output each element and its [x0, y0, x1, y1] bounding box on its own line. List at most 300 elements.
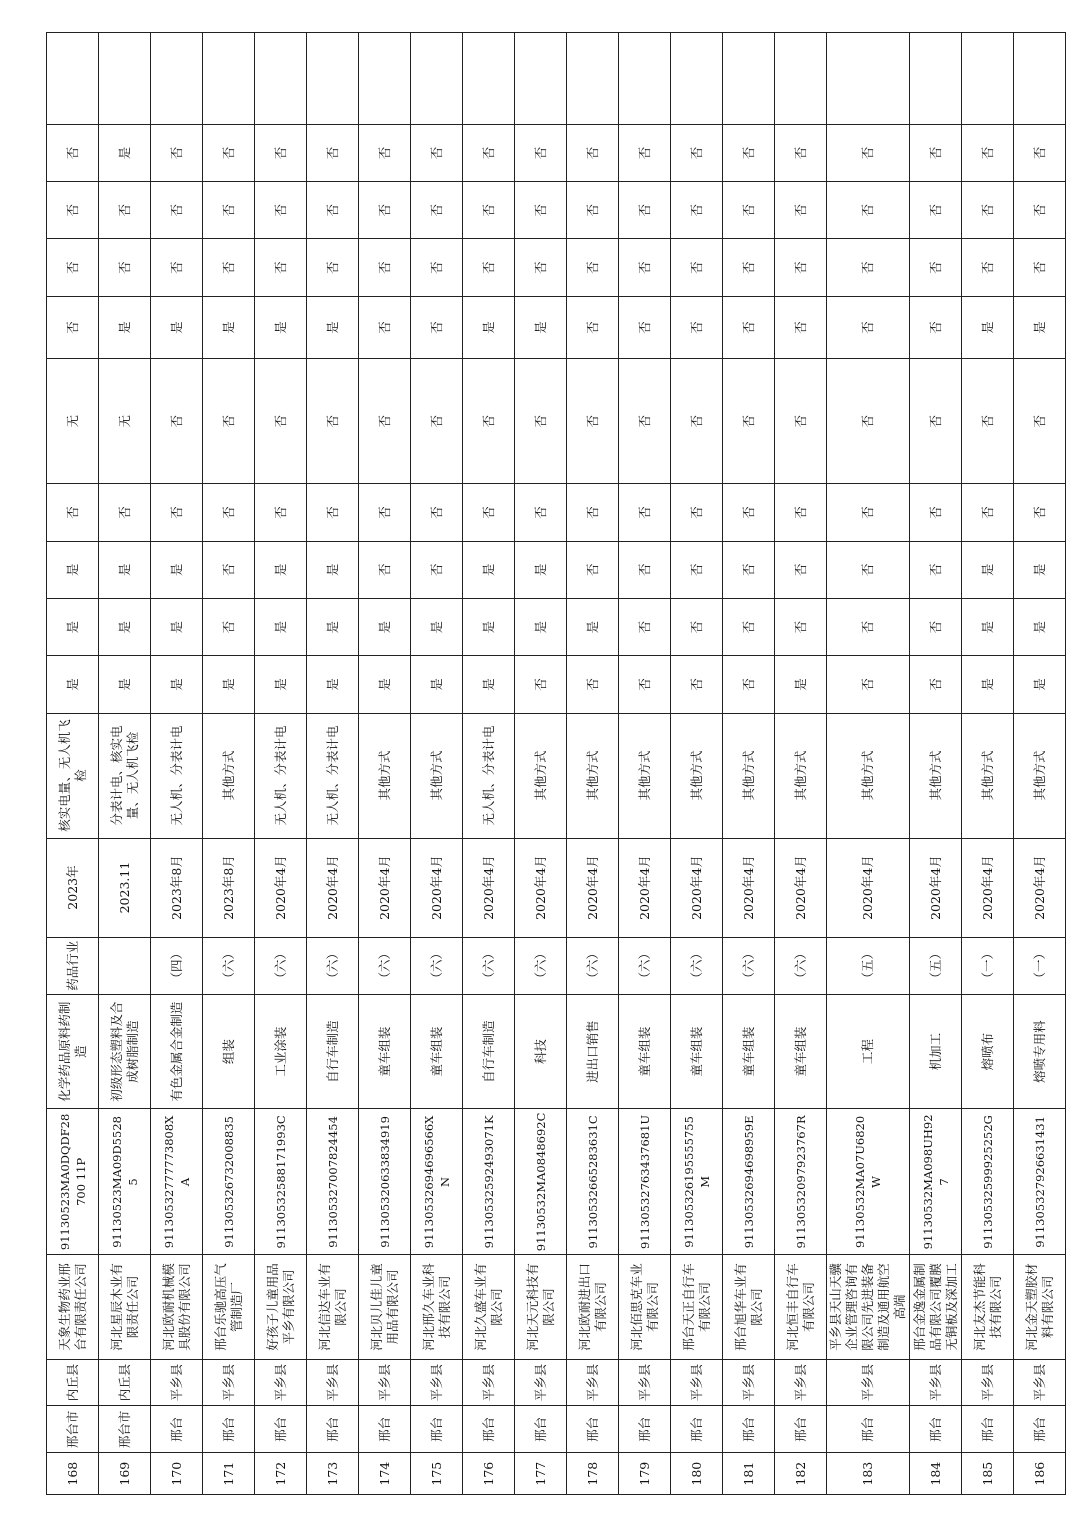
cell-no: 178 [567, 1453, 619, 1495]
cell-date: 2020年4月 [463, 838, 515, 937]
cell-c5: 否 [255, 359, 307, 484]
cell-city: 邢台 [151, 1406, 203, 1453]
cell-date: 2020年4月 [359, 838, 411, 937]
cell-date: 2020年4月 [515, 838, 567, 937]
cell-c3: 否 [567, 541, 619, 598]
cell-c5: 否 [515, 359, 567, 484]
table-row [723, 33, 775, 1495]
cell-c4: 否 [463, 484, 515, 541]
cell-industry: 童车组装 [411, 994, 463, 1109]
cell-c9: 否 [359, 124, 411, 181]
cell-c3: 是 [515, 541, 567, 598]
cell-method: 其他方式 [1014, 713, 1066, 838]
cell-county: 平乡县 [463, 1359, 515, 1406]
cell-c1: 是 [411, 656, 463, 713]
table-row [671, 33, 723, 1495]
cell-c3: 是 [255, 541, 307, 598]
cell-c9: 否 [775, 124, 827, 181]
cell-method: 其他方式 [910, 713, 962, 838]
table-rotation-wrapper [46, 32, 1055, 1495]
cell-c4: 否 [255, 484, 307, 541]
cell-c5: 否 [1014, 359, 1066, 484]
cell-c4: 否 [359, 484, 411, 541]
cell-c6: 是 [1014, 296, 1066, 359]
cell-c5: 否 [307, 359, 359, 484]
cell-c7: 否 [151, 239, 203, 296]
cell-c6: 否 [827, 296, 910, 359]
cell-method: 其他方式 [962, 713, 1014, 838]
cell-c7: 否 [567, 239, 619, 296]
cell-county: 平乡县 [515, 1359, 567, 1406]
cell-company: 邢台乐驰高压气管制造厂 [203, 1255, 255, 1359]
cell-c1: 否 [671, 656, 723, 713]
cell-code: 911305327007824454 [307, 1109, 359, 1255]
cell-c8: 否 [1014, 182, 1066, 239]
cell-c5: 否 [962, 359, 1014, 484]
cell-city: 邢台 [359, 1406, 411, 1453]
cell-code: 911305320633834919 [359, 1109, 411, 1255]
table-row [151, 33, 203, 1495]
cell-industry: 童车组装 [359, 994, 411, 1109]
cell-method: 其他方式 [619, 713, 671, 838]
cell-c3: 否 [411, 541, 463, 598]
cell-no: 168 [47, 1453, 99, 1495]
cell-group: （一） [1014, 937, 1066, 994]
cell-county: 平乡县 [151, 1359, 203, 1406]
cell-c7: 否 [463, 239, 515, 296]
cell-c2: 是 [151, 598, 203, 655]
table-row [47, 33, 99, 1495]
cell-date: 2020年4月 [307, 838, 359, 937]
cell-code: 91130532694696566XN [411, 1109, 463, 1255]
cell-company: 邢台金逸金属制品有限公司覆膜无铜板及深加工 [910, 1255, 962, 1359]
cell-method: 其他方式 [359, 713, 411, 838]
cell-company: 河北邢久车业科技有限公司 [411, 1255, 463, 1359]
cell-c1: 是 [1014, 656, 1066, 713]
cell-c5: 否 [151, 359, 203, 484]
cell-group: （六） [671, 937, 723, 994]
cell-city: 邢台 [723, 1406, 775, 1453]
cell-note [910, 33, 962, 125]
cell-c5: 否 [723, 359, 775, 484]
table-row [827, 33, 910, 1495]
cell-city: 邢台 [411, 1406, 463, 1453]
cell-code: 91130532592493071K [463, 1109, 515, 1255]
cell-c3: 否 [671, 541, 723, 598]
cell-county: 平乡县 [775, 1359, 827, 1406]
cell-c3: 是 [1014, 541, 1066, 598]
cell-company: 平乡县天山天骥企业管理咨询有限公司先进装备制造及通用航空高端 [827, 1255, 910, 1359]
cell-c3: 是 [99, 541, 151, 598]
cell-c9: 否 [1014, 124, 1066, 181]
cell-c3: 是 [47, 541, 99, 598]
cell-company: 河北欧耐机械模具股份有限公司 [151, 1255, 203, 1359]
cell-c8: 否 [47, 182, 99, 239]
cell-c1: 是 [962, 656, 1014, 713]
cell-county: 平乡县 [255, 1359, 307, 1406]
cell-group: （六） [775, 937, 827, 994]
cell-group [99, 937, 151, 994]
cell-no: 185 [962, 1453, 1014, 1495]
cell-group: （六） [463, 937, 515, 994]
cell-city: 邢台 [671, 1406, 723, 1453]
cell-c1: 是 [255, 656, 307, 713]
cell-method: 其他方式 [775, 713, 827, 838]
cell-c6: 是 [307, 296, 359, 359]
cell-city: 邢台 [910, 1406, 962, 1453]
cell-c3: 是 [463, 541, 515, 598]
cell-c5: 否 [619, 359, 671, 484]
cell-c8: 否 [775, 182, 827, 239]
cell-c8: 否 [827, 182, 910, 239]
cell-c5: 否 [567, 359, 619, 484]
cell-group: （六） [203, 937, 255, 994]
cell-c5: 否 [910, 359, 962, 484]
cell-c3: 否 [619, 541, 671, 598]
cell-date: 2023年 [47, 838, 99, 937]
cell-city: 邢台 [1014, 1406, 1066, 1453]
cell-city: 邢台 [203, 1406, 255, 1453]
cell-county: 平乡县 [827, 1359, 910, 1406]
table-row [910, 33, 962, 1495]
cell-company: 河北信达车业有限公司 [307, 1255, 359, 1359]
cell-c8: 否 [515, 182, 567, 239]
cell-c9: 否 [411, 124, 463, 181]
cell-county: 内丘县 [47, 1359, 99, 1406]
cell-method: 其他方式 [411, 713, 463, 838]
cell-c7: 否 [203, 239, 255, 296]
cell-c9: 否 [619, 124, 671, 181]
cell-c2: 是 [567, 598, 619, 655]
cell-company: 河北久盛车业有限公司 [463, 1255, 515, 1359]
cell-c4: 否 [775, 484, 827, 541]
cell-c8: 否 [203, 182, 255, 239]
cell-c1: 否 [910, 656, 962, 713]
cell-c4: 否 [671, 484, 723, 541]
cell-industry: 有色金属合金制造 [151, 994, 203, 1109]
cell-method: 其他方式 [515, 713, 567, 838]
cell-c2: 是 [255, 598, 307, 655]
cell-date: 2023.11 [99, 838, 151, 937]
cell-c5: 否 [671, 359, 723, 484]
cell-date: 2020年4月 [962, 838, 1014, 937]
cell-county: 平乡县 [619, 1359, 671, 1406]
cell-c1: 否 [619, 656, 671, 713]
cell-c1: 是 [203, 656, 255, 713]
cell-no: 186 [1014, 1453, 1066, 1495]
cell-no: 174 [359, 1453, 411, 1495]
cell-c8: 否 [671, 182, 723, 239]
cell-c8: 否 [359, 182, 411, 239]
cell-c6: 否 [910, 296, 962, 359]
cell-c9: 否 [671, 124, 723, 181]
cell-no: 182 [775, 1453, 827, 1495]
cell-date: 2020年4月 [567, 838, 619, 937]
cell-c1: 是 [463, 656, 515, 713]
cell-group: （六） [359, 937, 411, 994]
cell-code: 91130532665283631C [567, 1109, 619, 1255]
cell-note [99, 33, 151, 125]
cell-c4: 否 [1014, 484, 1066, 541]
cell-method: 无人机、分表计电 [255, 713, 307, 838]
cell-group: （四） [151, 937, 203, 994]
cell-city: 邢台 [827, 1406, 910, 1453]
cell-c6: 是 [463, 296, 515, 359]
cell-code: 91130532694698959E [723, 1109, 775, 1255]
cell-c4: 否 [910, 484, 962, 541]
cell-note [47, 33, 99, 125]
cell-date: 2023年8月 [203, 838, 255, 937]
table-row [255, 33, 307, 1495]
cell-note [463, 33, 515, 125]
cell-c5: 无 [47, 359, 99, 484]
cell-c1: 否 [515, 656, 567, 713]
cell-c1: 是 [99, 656, 151, 713]
cell-c5: 否 [411, 359, 463, 484]
cell-company: 好孩子儿童用品平乡有限公司 [255, 1255, 307, 1359]
cell-note [827, 33, 910, 125]
cell-c9: 否 [203, 124, 255, 181]
cell-industry: 童车组装 [671, 994, 723, 1109]
cell-city: 邢台市 [99, 1406, 151, 1453]
table-row [619, 33, 671, 1495]
cell-c4: 否 [567, 484, 619, 541]
cell-county: 平乡县 [723, 1359, 775, 1406]
cell-c4: 否 [515, 484, 567, 541]
cell-county: 内丘县 [99, 1359, 151, 1406]
cell-company: 河北恒丰自行车有限公司 [775, 1255, 827, 1359]
cell-note [962, 33, 1014, 125]
cell-c9: 否 [567, 124, 619, 181]
cell-industry: 童车组装 [775, 994, 827, 1109]
cell-date: 2020年4月 [827, 838, 910, 937]
table-row [962, 33, 1014, 1495]
cell-c6: 是 [255, 296, 307, 359]
cell-group: 药品行业 [47, 937, 99, 994]
cell-c4: 否 [203, 484, 255, 541]
cell-c6: 否 [775, 296, 827, 359]
cell-method: 无人机、分表计电 [307, 713, 359, 838]
rotated-table-sheet [46, 32, 1055, 1495]
cell-city: 邢台 [567, 1406, 619, 1453]
cell-industry: 自行车制造 [463, 994, 515, 1109]
cell-c2: 是 [463, 598, 515, 655]
table-row [203, 33, 255, 1495]
cell-city: 邢台 [307, 1406, 359, 1453]
cell-date: 2023年8月 [151, 838, 203, 937]
cell-no: 176 [463, 1453, 515, 1495]
cell-c6: 否 [619, 296, 671, 359]
cell-c7: 否 [671, 239, 723, 296]
cell-group: （六） [567, 937, 619, 994]
cell-industry: 科技 [515, 994, 567, 1109]
cell-no: 171 [203, 1453, 255, 1495]
cell-c7: 否 [47, 239, 99, 296]
cell-c8: 否 [255, 182, 307, 239]
cell-c6: 是 [151, 296, 203, 359]
cell-c3: 否 [827, 541, 910, 598]
cell-c3: 否 [203, 541, 255, 598]
cell-c9: 否 [255, 124, 307, 181]
cell-code: 91130532588171993C [255, 1109, 307, 1255]
cell-c9: 否 [962, 124, 1014, 181]
cell-no: 179 [619, 1453, 671, 1495]
cell-date: 2020年4月 [619, 838, 671, 937]
cell-c1: 否 [827, 656, 910, 713]
cell-group: （六） [723, 937, 775, 994]
cell-c6: 否 [671, 296, 723, 359]
cell-c6: 是 [515, 296, 567, 359]
cell-industry: 进出口销售 [567, 994, 619, 1109]
cell-note [411, 33, 463, 125]
cell-c7: 否 [723, 239, 775, 296]
cell-c2: 是 [1014, 598, 1066, 655]
cell-c5: 否 [359, 359, 411, 484]
cell-county: 平乡县 [1014, 1359, 1066, 1406]
cell-c7: 否 [619, 239, 671, 296]
table-row [463, 33, 515, 1495]
cell-industry: 工业涂装 [255, 994, 307, 1109]
cell-c9: 否 [910, 124, 962, 181]
cell-date: 2020年4月 [910, 838, 962, 937]
cell-c8: 否 [962, 182, 1014, 239]
cell-c8: 否 [723, 182, 775, 239]
cell-c1: 是 [151, 656, 203, 713]
cell-c2: 是 [515, 598, 567, 655]
table-row [775, 33, 827, 1495]
table-row [99, 33, 151, 1495]
cell-c9: 否 [463, 124, 515, 181]
cell-county: 平乡县 [567, 1359, 619, 1406]
cell-c2: 否 [671, 598, 723, 655]
cell-note [723, 33, 775, 125]
cell-code: 91130523MA09D55285 [99, 1109, 151, 1255]
cell-c8: 否 [567, 182, 619, 239]
cell-code: 91130532619555575​5M [671, 1109, 723, 1255]
cell-c1: 是 [47, 656, 99, 713]
cell-c7: 否 [307, 239, 359, 296]
cell-no: 184 [910, 1453, 962, 1495]
cell-c9: 是 [99, 124, 151, 181]
cell-c3: 是 [151, 541, 203, 598]
cell-code: 91130532599925252G [962, 1109, 1014, 1255]
cell-industry: 化学药品原料药制造 [47, 994, 99, 1109]
cell-date: 2020年4月 [671, 838, 723, 937]
cell-c4: 否 [962, 484, 1014, 541]
cell-c6: 是 [962, 296, 1014, 359]
cell-c6: 否 [47, 296, 99, 359]
cell-c7: 否 [99, 239, 151, 296]
cell-c4: 否 [47, 484, 99, 541]
table-row [307, 33, 359, 1495]
cell-company: 河北金天塑胶材料有限公司 [1014, 1255, 1066, 1359]
cell-c5: 否 [203, 359, 255, 484]
cell-company: 河北星辰木业有限责任公司 [99, 1255, 151, 1359]
cell-c2: 否 [827, 598, 910, 655]
cell-c2: 否 [775, 598, 827, 655]
cell-c4: 否 [99, 484, 151, 541]
cell-group: （六） [411, 937, 463, 994]
cell-company: 河北贝儿佳儿童用品有限公司 [359, 1255, 411, 1359]
cell-c8: 否 [463, 182, 515, 239]
cell-method: 无人机、分表计电 [151, 713, 203, 838]
enterprise-table [46, 32, 1066, 1495]
cell-c7: 否 [255, 239, 307, 296]
cell-industry: 初级形态塑料及合成树脂制造 [99, 994, 151, 1109]
cell-date: 2020年4月 [411, 838, 463, 937]
cell-note [515, 33, 567, 125]
cell-no: 180 [671, 1453, 723, 1495]
cell-c2: 否 [619, 598, 671, 655]
cell-c1: 是 [307, 656, 359, 713]
cell-industry: 童车组装 [619, 994, 671, 1109]
cell-c4: 否 [151, 484, 203, 541]
cell-c4: 否 [307, 484, 359, 541]
cell-county: 平乡县 [307, 1359, 359, 1406]
cell-c2: 是 [359, 598, 411, 655]
cell-c8: 否 [619, 182, 671, 239]
cell-c7: 否 [962, 239, 1014, 296]
cell-c6: 否 [567, 296, 619, 359]
cell-county: 平乡县 [411, 1359, 463, 1406]
table-row [411, 33, 463, 1495]
cell-note [307, 33, 359, 125]
cell-method: 核实电量、无人机飞检 [47, 713, 99, 838]
cell-city: 邢台 [619, 1406, 671, 1453]
cell-note [359, 33, 411, 125]
cell-c1: 否 [567, 656, 619, 713]
cell-county: 平乡县 [671, 1359, 723, 1406]
cell-method: 其他方式 [671, 713, 723, 838]
cell-c8: 否 [307, 182, 359, 239]
cell-c3: 否 [910, 541, 962, 598]
cell-code: 91130532792663143​1 [1014, 1109, 1066, 1255]
cell-c2: 是 [47, 598, 99, 655]
cell-c7: 否 [515, 239, 567, 296]
cell-no: 173 [307, 1453, 359, 1495]
cell-c9: 否 [47, 124, 99, 181]
cell-c6: 是 [203, 296, 255, 359]
cell-c7: 否 [1014, 239, 1066, 296]
cell-city: 邢台市 [47, 1406, 99, 1453]
cell-c5: 否 [827, 359, 910, 484]
cell-c3: 是 [962, 541, 1014, 598]
cell-no: 170 [151, 1453, 203, 1495]
cell-c3: 否 [775, 541, 827, 598]
cell-c3: 否 [723, 541, 775, 598]
cell-note [151, 33, 203, 125]
cell-c5: 否 [775, 359, 827, 484]
cell-note [619, 33, 671, 125]
cell-c3: 是 [307, 541, 359, 598]
cell-code: 91130532777773808XA [151, 1109, 203, 1255]
cell-county: 平乡县 [203, 1359, 255, 1406]
cell-no: 169 [99, 1453, 151, 1495]
cell-group: （五） [827, 937, 910, 994]
cell-c1: 是 [359, 656, 411, 713]
cell-c5: 无 [99, 359, 151, 484]
cell-method: 分表计电、核实电量、无人机飞检 [99, 713, 151, 838]
table-body [47, 33, 1066, 1495]
cell-c6: 否 [723, 296, 775, 359]
cell-c9: 否 [151, 124, 203, 181]
table-row [567, 33, 619, 1495]
cell-code: 91130532673200883​5 [203, 1109, 255, 1255]
cell-code: 91130532763437681U [619, 1109, 671, 1255]
cell-company: 河北天元科技有限公司 [515, 1255, 567, 1359]
cell-c6: 否 [411, 296, 463, 359]
cell-date: 2020年4月 [1014, 838, 1066, 937]
